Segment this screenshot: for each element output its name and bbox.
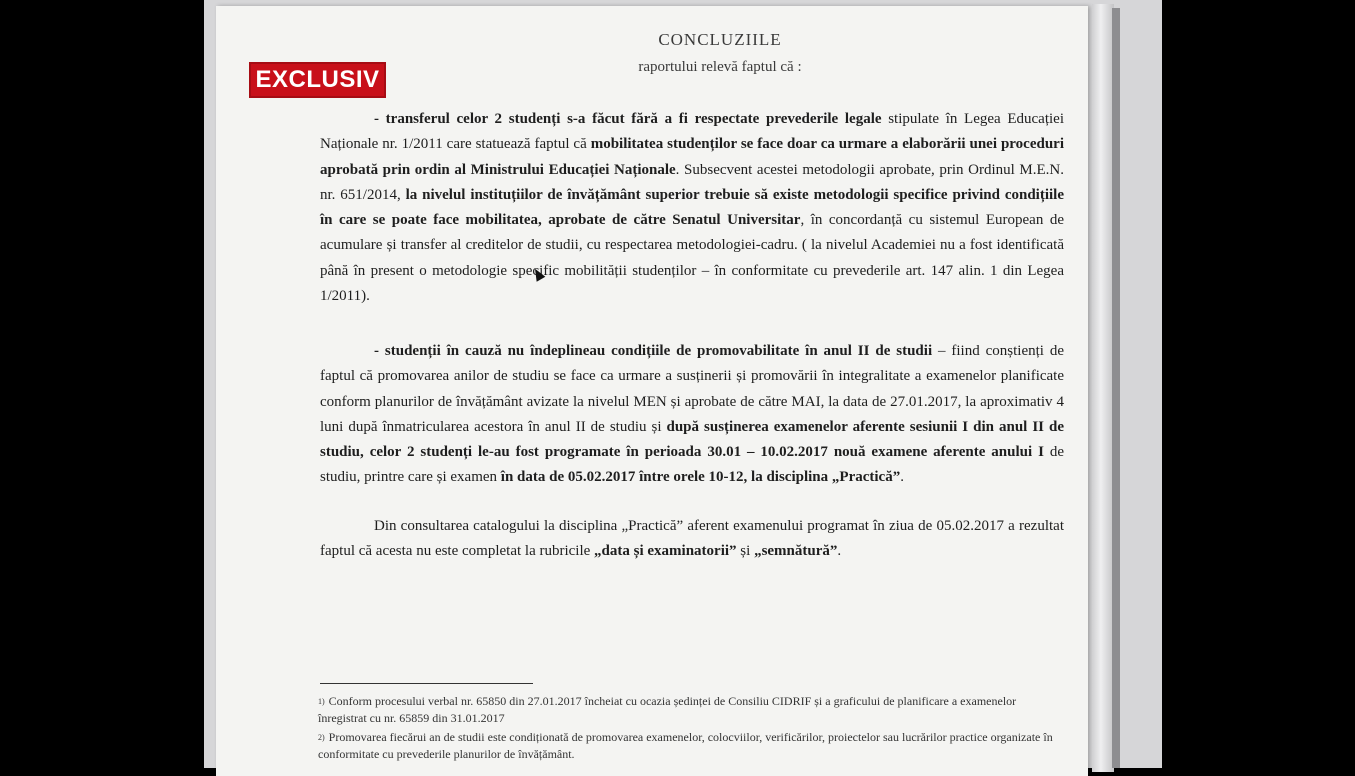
p2-text-b: – fiind conștienți de faptul că promovarea anilor de studiu se face ca urmare a susținerii și promovării în integralitate a examenelor planificate conform planurilor de învățământ avizate la nivelul MEN și aprobate de către MAI, la data de 27.01.2017, la aproximativ 4 luni după înmatricularea acestora în anul II de studiu și	[320, 343, 1064, 435]
paragraph-catalog	[320, 514, 1064, 565]
footnote-1-mark: 1)	[318, 697, 325, 706]
left-letterbox	[0, 0, 204, 768]
paragraph-promovability	[320, 339, 1064, 491]
p1-bold-c: mobilitatea studenților se face doar ca urmare a elaborării unei proceduri aprobată prin ordin al Ministrului Educației Naționale	[320, 136, 1064, 178]
p2-text-f: .	[900, 469, 904, 486]
p2-bold-a: - studenții în cauză nu îndeplineau condițiile de promovabilitate în anul II de studii	[374, 343, 933, 359]
p3-text-a: Din consultarea catalogului la disciplina „Practică” aferent examenului programat în ziua de 05.02.2017 a rezultat faptul că acesta nu este completat la rubricile	[320, 518, 1064, 560]
document-title: CONCLUZIILE	[658, 30, 782, 49]
footnote-2	[318, 729, 1066, 763]
right-letterbox	[1162, 0, 1355, 768]
p2-text-d: de studiu, printre care și examen	[320, 444, 1064, 486]
p2-bold-c: după susținerea examenelor aferente sesiunii I din anul II de studiu, celor 2 studenți le-au fost programate în perioada 30.01 – 10.02.2017 nouă examene aferente anului I	[320, 418, 1064, 461]
footnote-1	[318, 693, 1066, 727]
p3-text-e: .	[837, 543, 842, 560]
page-edge-shadow	[1112, 8, 1120, 768]
p1-text-f: , în concordanță cu sistemul European de acumulare și transfer al creditelor de studii, cu respectarea metodologiei-cadru. ( la nivelul Academiei nu a fost identificată până în present o metodologie specific mobilității studenților – în conformitate cu prevederile art. 147 alin. 1 din Legea 1/2011).	[320, 212, 1064, 305]
p2-bold-e: în data de 05.02.2017 între orele 10-12, la disciplina „Practică”	[500, 469, 901, 486]
p1-bold-e: la nivelul instituțiilor de învățământ superior trebuie să existe metodologii specifice privind condițiile în care se poate face mobilitatea, aprobate de către Senatul Universitar	[320, 186, 1064, 229]
paragraph-transfer	[320, 107, 1064, 309]
p1-text-b: stipulate în Legea Educației Naționale nr. 1/2011 care statuează faptul că	[320, 111, 1064, 153]
page-edge	[1092, 4, 1114, 772]
footnote-2-text: Promovarea fiecărui an de studii este condiționată de promovarea examenelor, colocviilor, verificărilor, proiectelor sau lucrărilor practice organizate în conformitate cu prevederile planurilor de învățământ.	[318, 730, 1053, 761]
footnote-2-mark: 2)	[318, 733, 325, 742]
exclusive-badge: EXCLUSIV	[249, 62, 386, 98]
footnote-separator	[320, 683, 533, 684]
document-subtitle: raportului relevă faptul că :	[638, 59, 802, 75]
p3-bold-d: „semnătură”	[754, 543, 838, 560]
p3-text-c: și	[736, 543, 755, 560]
p3-bold-b: „data și examinatorii”	[594, 543, 737, 560]
p1-bold-a: - transferul celor 2 studenți s-a făcut fără a fi respectate prevederile legale	[374, 111, 882, 127]
footnote-1-text: Conform procesului verbal nr. 65850 din 27.01.2017 încheiat cu ocazia ședinței de Consiliu CIDRIF și a graficului de planificare a examenelor înregistrat cu nr. 65859 din 31.01.2017	[318, 694, 1017, 725]
p1-text-d: . Subsecvent acestei metodologii aprobate, prin Ordinul M.E.N. nr. 651/2014,	[320, 161, 1064, 203]
